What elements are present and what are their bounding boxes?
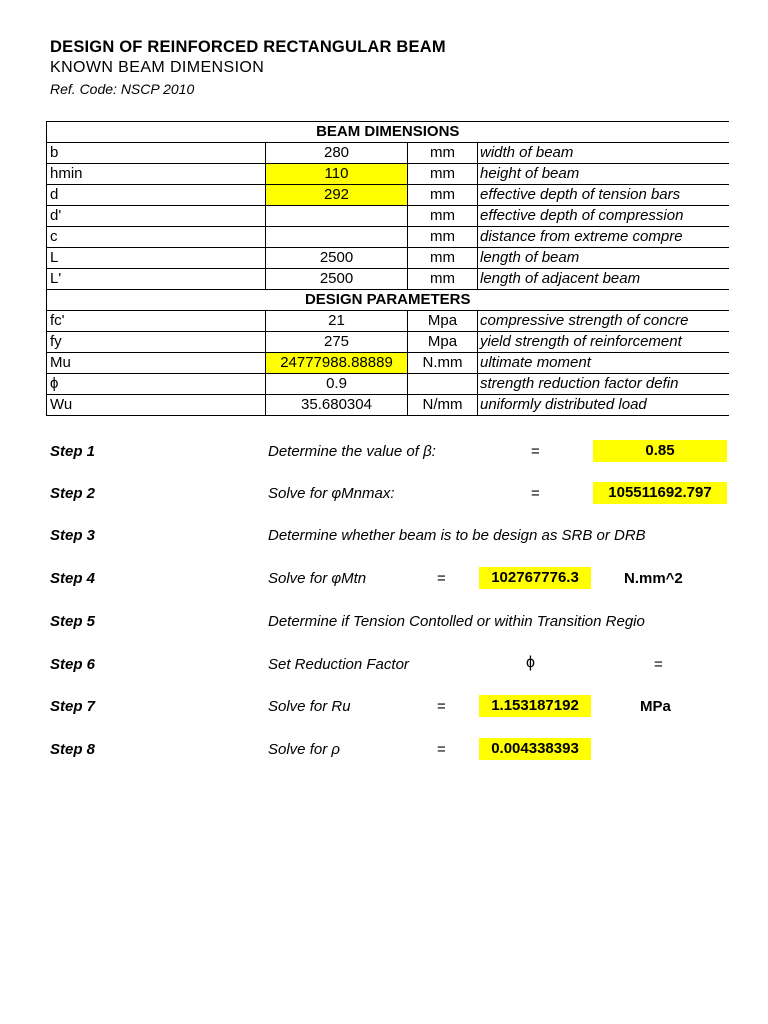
step-7-unit: MPa [640,698,671,715]
step-5-text: Determine if Tension Contolled or within Transition Regio [268,613,645,630]
table-row [47,353,729,374]
step-6-label: Step 6 [50,656,96,673]
step-8-text: Solve for ρ [268,741,340,758]
step-4-unit: N.mm^2 [624,570,683,587]
parameter-symbol: b [47,143,266,164]
step-8-label: Step 8 [50,741,96,758]
table-row [47,164,729,185]
parameter-value: 280 [266,143,408,164]
step-4-value: 102767776.3 [479,567,591,589]
table-row [47,143,729,164]
parameter-value: 24777988.88889 [266,353,408,374]
step-1-equals: = [531,443,540,460]
table-row [47,185,729,206]
parameter-unit: mm [408,185,478,206]
parameter-unit: mm [408,206,478,227]
parameter-description: height of beam [478,164,729,185]
step-5-label: Step 5 [50,613,96,630]
parameter-unit: N/mm [408,395,478,416]
parameter-unit: mm [408,269,478,290]
parameter-value [266,206,408,227]
step-1-text: Determine the value of β: [268,443,436,460]
step-7-label: Step 7 [50,698,96,715]
parameter-description: length of adjacent beam [478,269,729,290]
document-subtitle: KNOWN BEAM DIMENSION [50,59,265,76]
table-row [47,227,729,248]
parameter-unit [408,374,478,395]
step-1-value: 0.85 [593,440,727,462]
step-3-label: Step 3 [50,527,96,544]
table-row [47,332,729,353]
step-6-text: Set Reduction Factor [268,656,409,673]
parameter-description: effective depth of compression [478,206,729,227]
parameter-description: ultimate moment [478,353,729,374]
parameter-value: 21 [266,311,408,332]
parameter-unit: mm [408,143,478,164]
parameter-symbol: L' [47,269,266,290]
step-4-label: Step 4 [50,570,96,587]
parameter-symbol: fy [47,332,266,353]
step-2-value: 105511692.797 [593,482,727,504]
parameter-unit: Mpa [408,311,478,332]
step-8-value: 0.004338393 [479,738,591,760]
parameter-unit: Mpa [408,332,478,353]
parameter-value: 275 [266,332,408,353]
parameter-description: yield strength of reinforcement [478,332,729,353]
beam-parameters-table [46,121,729,416]
table-row [47,374,729,395]
step-1-label: Step 1 [50,443,96,460]
parameter-unit: N.mm [408,353,478,374]
table-row [47,311,729,332]
parameter-value: 110 [266,164,408,185]
parameter-value: 0.9 [266,374,408,395]
table-row [47,395,729,416]
table-row [47,206,729,227]
parameter-symbol: Mu [47,353,266,374]
step-2-text: Solve for φMnmax: [268,485,395,502]
parameter-symbol: d [47,185,266,206]
table-row [47,269,729,290]
parameter-description: uniformly distributed load [478,395,729,416]
parameter-value [266,227,408,248]
parameter-symbol: c [47,227,266,248]
step-2-label: Step 2 [50,485,96,502]
parameter-description: strength reduction factor defin [478,374,729,395]
step-8-equals: = [437,741,446,758]
parameter-value: 2500 [266,248,408,269]
parameter-description: effective depth of tension bars [478,185,729,206]
parameter-value: 292 [266,185,408,206]
step-4-equals: = [437,570,446,587]
parameter-description: distance from extreme compre [478,227,729,248]
parameter-symbol: ϕ [47,374,266,395]
beam-dimensions-header-row [47,122,729,143]
step-7-text: Solve for Ru [268,698,351,715]
parameter-symbol: L [47,248,266,269]
design-parameters-header: DESIGN PARAMETERS [47,290,729,311]
parameter-symbol: fc' [47,311,266,332]
parameter-description: compressive strength of concre [478,311,729,332]
phi-symbol: ϕ [526,654,535,671]
step-2-equals: = [531,485,540,502]
step-4-text: Solve for φMtn [268,570,367,587]
parameter-symbol: d' [47,206,266,227]
parameter-unit: mm [408,227,478,248]
parameter-unit: mm [408,164,478,185]
parameter-unit: mm [408,248,478,269]
step-3-text: Determine whether beam is to be design as SRB or DRB [268,527,646,544]
table-row [47,248,729,269]
parameter-description: width of beam [478,143,729,164]
document-title: DESIGN OF REINFORCED RECTANGULAR BEAM [50,38,446,56]
parameter-value: 2500 [266,269,408,290]
reference-code: Ref. Code: NSCP 2010 [50,81,195,97]
parameter-symbol: hmin [47,164,266,185]
parameter-description: length of beam [478,248,729,269]
step-7-equals: = [437,698,446,715]
parameter-symbol: Wu [47,395,266,416]
beam-dimensions-header: BEAM DIMENSIONS [47,122,729,143]
parameter-value: 35.680304 [266,395,408,416]
step-6-equals: = [654,656,663,673]
design-parameters-header-row [47,290,729,311]
step-7-value: 1.153187192 [479,695,591,717]
